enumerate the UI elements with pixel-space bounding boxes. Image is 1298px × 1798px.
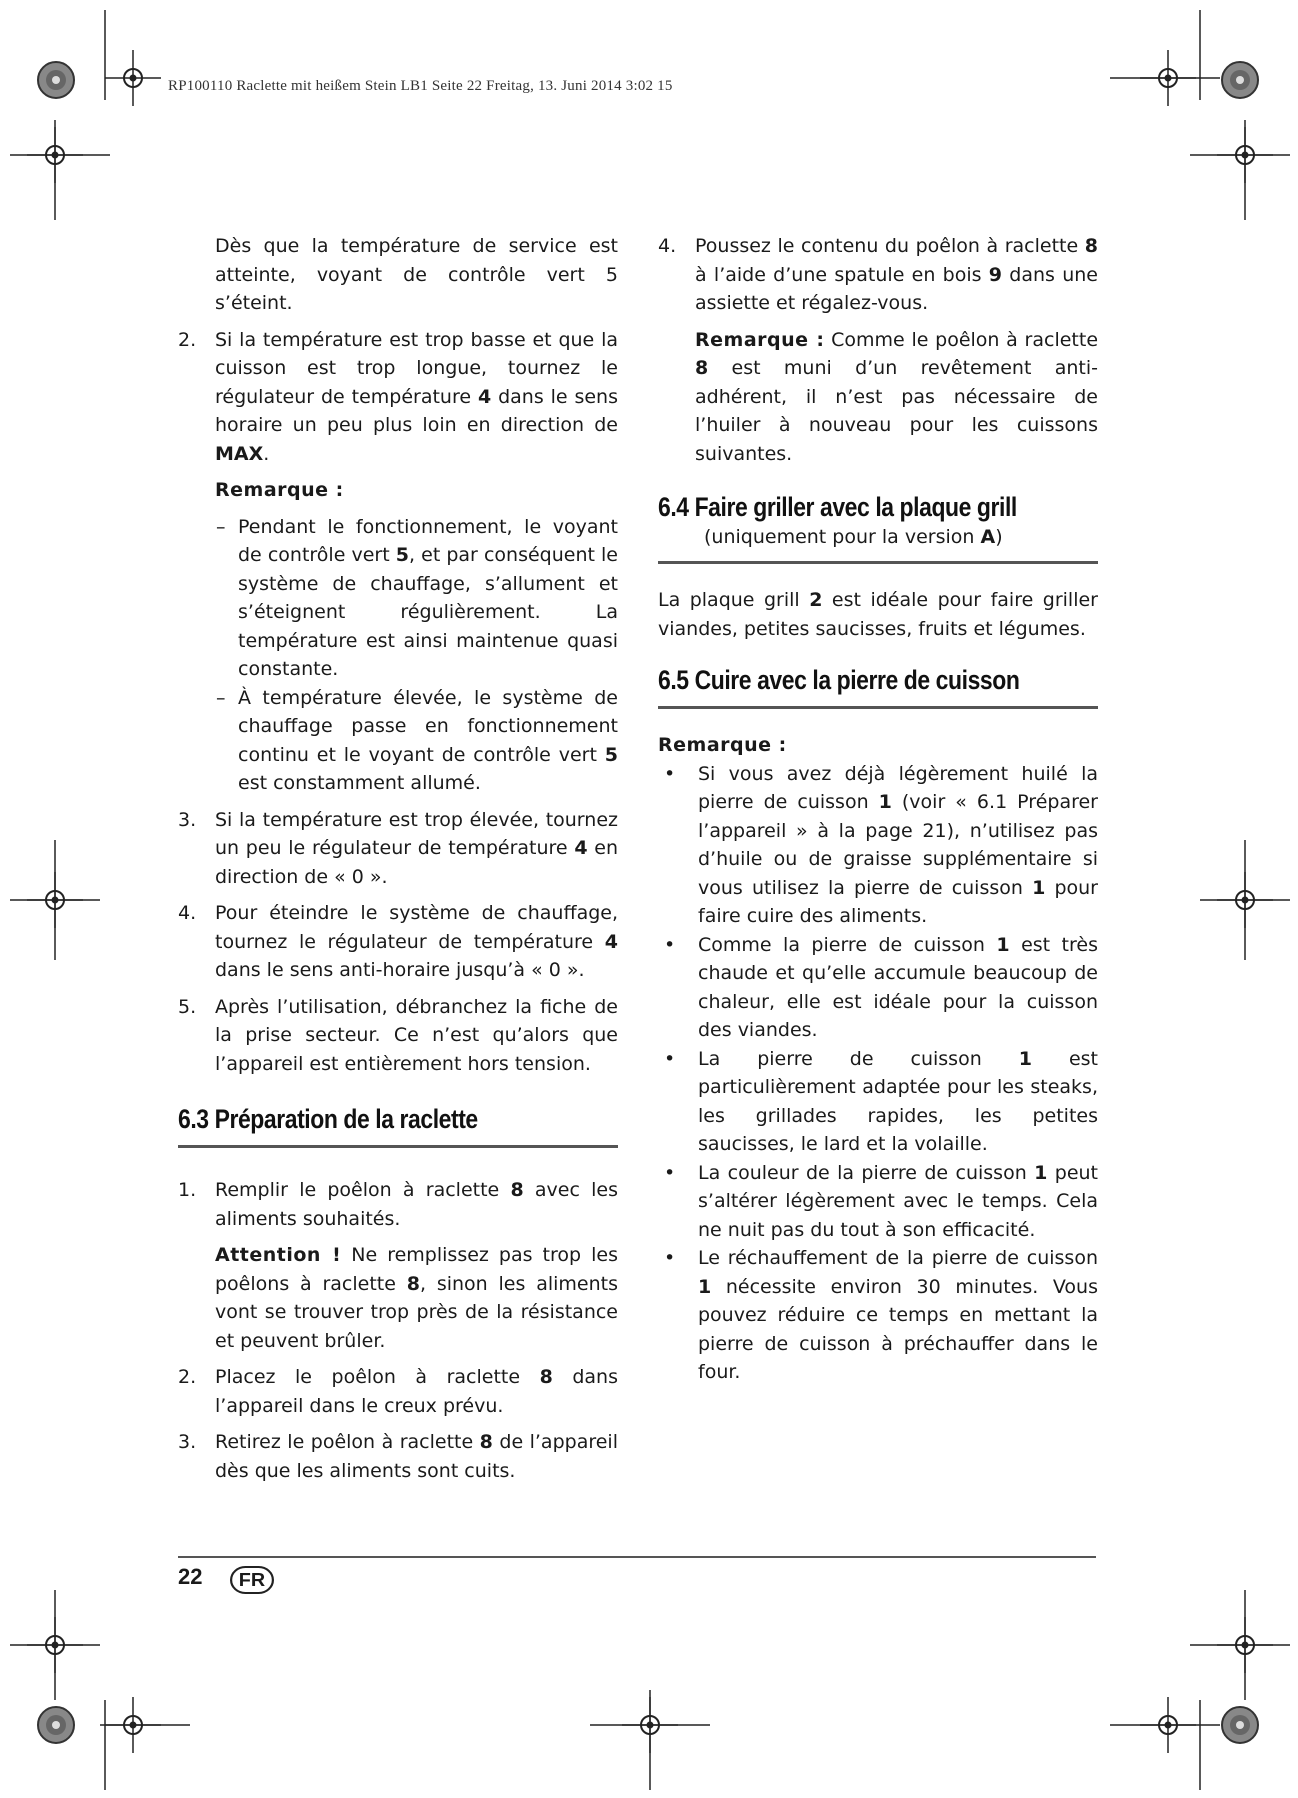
section-heading-6-3: 6.3 Préparation de la raclette bbox=[178, 1104, 478, 1134]
step-4: 4. Pour éteindre le système de chauffage, tournez le régulateur de température 4 dans le sens anti-horaire jusqu’à « 0 ». bbox=[178, 899, 618, 985]
remark-note: Remarque : Comme le poêlon à raclette 8 est muni d’un revêtement anti-adhérent, il n’est pas nécessaire de l’huiler à nouveau pour les cuissons suivantes. bbox=[695, 328, 1099, 465]
intro-paragraph: Dès que la température de service est atteinte, voyant de contrôle vert 5 s’éteint. bbox=[215, 235, 618, 314]
step-number: 1. bbox=[178, 1179, 197, 1201]
prep-step-2: 2. Placez le poêlon à raclette 8 dans l’appareil dans le creux prévu. bbox=[178, 1363, 618, 1420]
dash-marker: – bbox=[216, 515, 226, 538]
section-heading-6-4: 6.4 Faire griller avec la plaque grill bbox=[658, 492, 1017, 522]
bullet-marker: • bbox=[664, 762, 676, 785]
remark-label: Remarque : bbox=[215, 479, 344, 501]
step-number: 5. bbox=[178, 995, 197, 1018]
footer-rule bbox=[178, 1556, 1096, 1558]
dash-marker: – bbox=[216, 686, 226, 709]
bullet-marker: • bbox=[664, 933, 676, 956]
bullet-item: • Si vous avez déjà légèrement huilé la pierre de cuisson 1 (voir « 6.1 Préparer l’appareil » à la page 21), n’utilisez pas d’huile ou de graisse supplémentaire si vous utilisez la pierre de cuisson 1 pour faire cuire des aliments. bbox=[658, 760, 1098, 931]
step-number: 3. bbox=[178, 808, 197, 831]
step-2: 2. Si la température est trop basse et que la cuisson est trop longue, tournez le régulateur de température 4 dans le sens horaire un peu plus loin en direction de MAX. bbox=[178, 326, 618, 469]
grill-paragraph: La plaque grill 2 est idéale pour faire griller viandes, petites saucisses, fruits et légumes. bbox=[658, 589, 1098, 640]
bullet-item: • Le réchauffement de la pierre de cuisson 1 nécessite environ 30 minutes. Vous pouvez réduire ce temps en mettant la pierre de cuisson à préchauffer dans le four. bbox=[658, 1244, 1098, 1387]
step-number: 2. bbox=[178, 328, 197, 351]
bullet-item: • La pierre de cuisson 1 est particulièrement adaptée pour les steaks, les grillades rapides, les petites saucisses, le lard et la volaille. bbox=[658, 1045, 1098, 1159]
prep-step-1: 1. Remplir le poêlon à raclette 8 avec les aliments souhaités. bbox=[178, 1176, 618, 1233]
bullet-item: • La couleur de la pierre de cuisson 1 peut s’altérer légèrement avec le temps. Cela ne nuit pas du tout à son efficacité. bbox=[658, 1159, 1098, 1245]
section-subtitle: (uniquement pour la version A) bbox=[704, 526, 1003, 548]
step-number: 2. bbox=[178, 1366, 197, 1388]
section-heading-6-5: 6.5 Cuire avec la pierre de cuisson bbox=[658, 665, 1020, 695]
prep-step-3: 3. Retirez le poêlon à raclette 8 de l’appareil dès que les aliments sont cuits. bbox=[178, 1428, 618, 1485]
right-column bbox=[658, 232, 1098, 1387]
language-badge: FR bbox=[230, 1566, 274, 1594]
dash-item: – À température élevée, le système de chauffage passe en fonctionnement continu et le voyant de contrôle vert 5 est constamment allumé. bbox=[178, 684, 618, 798]
step-number: 4. bbox=[178, 902, 197, 924]
bullet-item: • Comme la pierre de cuisson 1 est très chaude et qu’elle accumule beaucoup de chaleur, elle est idéale pour la cuisson des viandes. bbox=[658, 931, 1098, 1045]
step-3: 3. Si la température est trop élevée, tournez un peu le régulateur de température 4 en direction de « 0 ». bbox=[178, 806, 618, 892]
step-5: 5. Après l’utilisation, débranchez la fiche de la prise secteur. Ce n’est qu’alors que l’appareil est entièrement hors tension. bbox=[178, 993, 618, 1079]
attention-note: Attention ! Ne remplissez pas trop les poêlons à raclette 8, sinon les aliments vont se trouver trop près de la résistance et peuvent brûler. bbox=[215, 1244, 618, 1352]
remark-label: Remarque : bbox=[658, 734, 787, 756]
bullet-marker: • bbox=[664, 1161, 676, 1184]
bullet-marker: • bbox=[664, 1047, 676, 1070]
step-number: 4. bbox=[658, 235, 677, 257]
step-number: 3. bbox=[178, 1431, 197, 1453]
left-column bbox=[178, 232, 618, 1485]
print-slug: RP100110 Raclette mit heißem Stein LB1 Seite 22 Freitag, 13. Juni 2014 3:02 15 bbox=[168, 78, 673, 94]
dash-item: – Pendant le fonctionnement, le voyant de contrôle vert 5, et par conséquent le système de chauffage, s’allument et s’éteignent régulièrement. La température est ainsi maintenue quasi constante. bbox=[178, 513, 618, 684]
bullet-marker: • bbox=[664, 1247, 676, 1269]
page-number: 22 bbox=[178, 1564, 203, 1589]
step-4-serve: 4. Poussez le contenu du poêlon à raclette 8 à l’aide d’une spatule en bois 9 dans une assiette et régalez-vous. bbox=[658, 232, 1098, 318]
